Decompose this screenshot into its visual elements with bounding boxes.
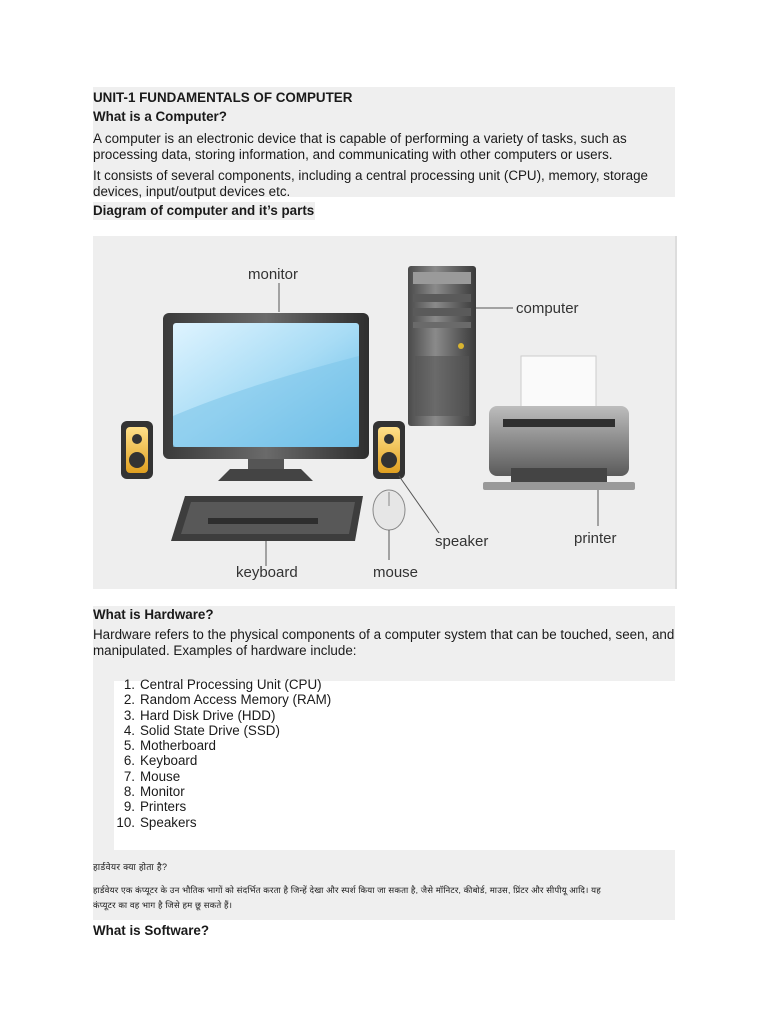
list-item — [115, 799, 331, 814]
label-mouse: mouse — [373, 564, 419, 581]
heading-what-is-computer: What is a Computer? — [93, 109, 227, 124]
label-keyboard: keyboard — [236, 564, 298, 581]
list-number: 4. — [123, 722, 135, 738]
mouse-icon — [373, 490, 405, 530]
hardware-list — [115, 677, 331, 830]
list-item — [115, 738, 331, 753]
hindi-paragraph: हार्डवेयर एक कंप्यूटर के उन भौतिक भागों को संदर्भित करता है जिन्हें देखा और स्पर्श किया जा सकता है, जैसे मॉनिटर, कीबोर्ड, माउस, प्रिंटर और सीपीयू आदि। यह कंप्यूटर का वह भाग है जिसे हम छू सकते हैं। — [93, 885, 601, 910]
list-item — [115, 677, 331, 692]
hindi-heading: हार्डवेयर क्या होता है? — [93, 862, 168, 872]
list-item-text: Central Processing Unit (CPU) — [140, 677, 322, 692]
list-item-text: Solid State Drive (SSD) — [140, 722, 280, 738]
list-number: 1. — [123, 677, 135, 692]
list-item-text: Random Access Memory (RAM) — [140, 692, 332, 708]
monitor-icon — [163, 313, 369, 481]
intro-section — [93, 87, 675, 197]
list-item — [115, 784, 331, 799]
diagram-heading-wrap — [93, 202, 315, 220]
paragraph-computer-components: It consists of several components, including a central processing unit (CPU), memory, storage devices, input/output devices etc. — [93, 168, 648, 199]
document-page — [93, 87, 675, 938]
label-speaker: speaker — [435, 533, 489, 550]
list-number: 5. — [123, 738, 135, 754]
list-number: 7. — [123, 768, 135, 784]
heading-what-is-hardware: What is Hardware? — [93, 607, 214, 622]
list-number: 8. — [123, 784, 135, 800]
printer-icon — [483, 356, 635, 490]
keyboard-icon — [171, 496, 363, 541]
paragraph-hardware-definition: Hardware refers to the physical components of a computer system that can be touched, seen, and manipulated. Examples of hardware include: — [93, 627, 675, 658]
list-item — [115, 692, 331, 707]
diagram-heading: Diagram of computer and it’s parts — [93, 203, 315, 218]
list-number: 2. — [123, 692, 135, 708]
list-item-text: Mouse — [140, 768, 181, 784]
list-item — [115, 815, 331, 830]
list-item-text: Speakers — [140, 814, 197, 830]
list-number: 6. — [123, 753, 135, 769]
hindi-section — [93, 849, 675, 921]
unit-title: UNIT-1 FUNDAMENTALS OF COMPUTER — [93, 90, 353, 105]
right-speaker-icon — [373, 421, 405, 479]
list-item — [115, 753, 331, 768]
list-number: 10. — [116, 814, 135, 830]
list-item — [115, 769, 331, 784]
list-item-text: Motherboard — [140, 738, 216, 754]
list-number: 9. — [123, 799, 135, 815]
label-monitor: monitor — [248, 266, 299, 283]
list-margin-shade — [93, 681, 114, 850]
list-item — [115, 723, 331, 738]
computer-parts-figure — [93, 236, 677, 589]
computer-tower-icon — [408, 266, 476, 426]
list-number: 3. — [123, 707, 135, 723]
paragraph-computer-definition: A computer is an electronic device that is capable of performing a variety of tasks, such as processing data, storing information, and communicating with other computers or users. — [93, 131, 627, 162]
list-item — [115, 708, 331, 723]
list-item-text: Keyboard — [140, 753, 198, 769]
list-item-text: Hard Disk Drive (HDD) — [140, 707, 276, 723]
list-item-text: Printers — [140, 799, 187, 815]
left-speaker-icon — [121, 421, 153, 479]
hardware-section — [93, 606, 675, 938]
heading-what-is-software: What is Software? — [93, 923, 210, 938]
label-computer: computer — [516, 300, 579, 317]
label-printer: printer — [574, 530, 617, 547]
list-item-text: Monitor — [140, 784, 185, 800]
